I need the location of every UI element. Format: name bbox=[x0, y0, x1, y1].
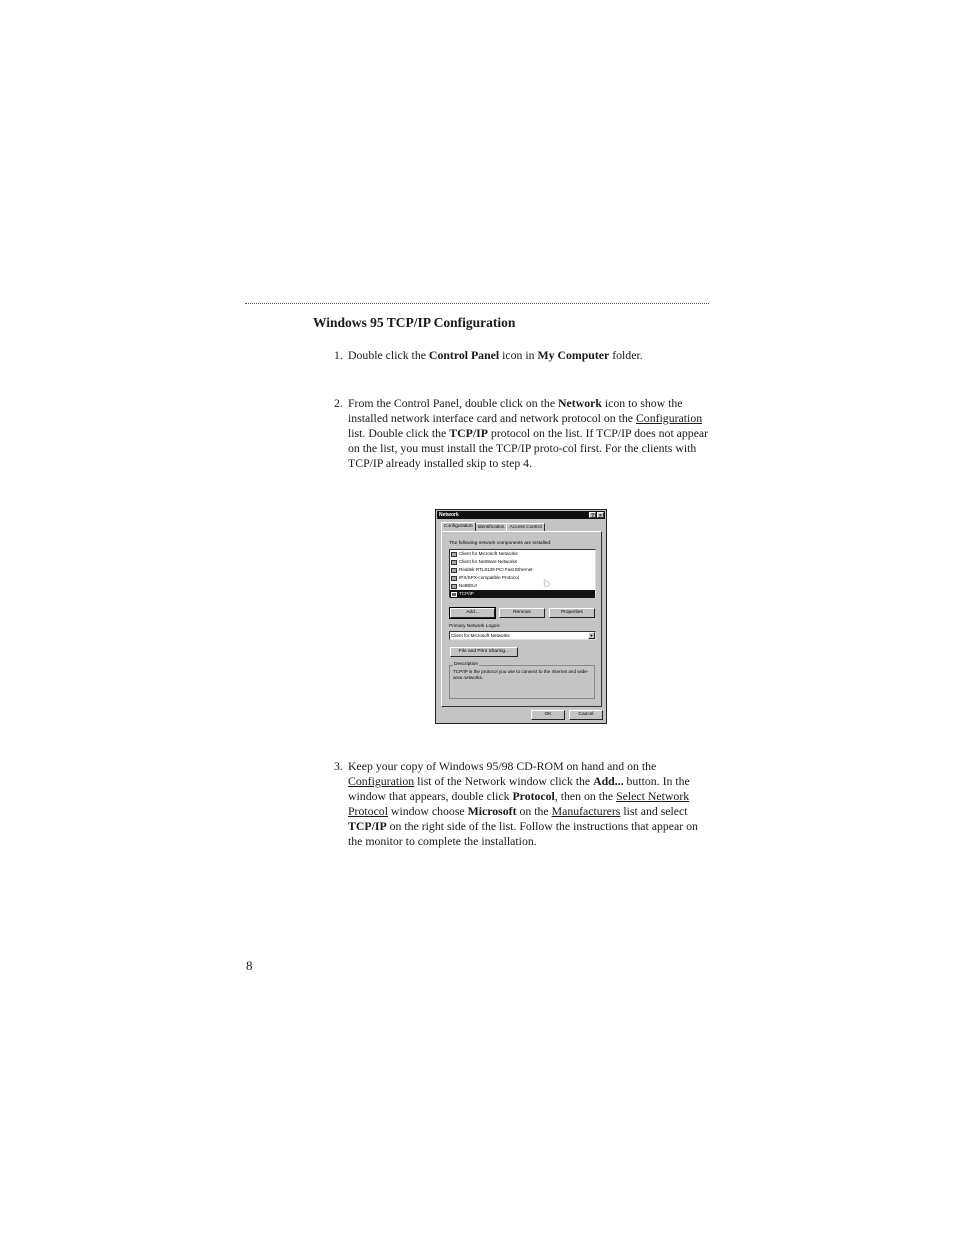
protocol-icon bbox=[451, 592, 457, 597]
network-dialog-screenshot bbox=[435, 509, 607, 724]
dialog-titlebar bbox=[437, 511, 605, 519]
step-2 bbox=[334, 396, 712, 471]
help-icon[interactable]: ? bbox=[590, 513, 595, 519]
step-text: From the Control Panel, double click on the Network icon to show the installed network interface card and network protocol on the Configuration list. Double click the TCP/IP protocol on the list. If TCP/IP does not appear on the list, you must install the TCP/IP proto-col first. For the clients with TCP/IP already installed skip to step 4. bbox=[348, 396, 709, 470]
tab-configuration[interactable]: Configuration bbox=[441, 522, 476, 532]
description-label: Description bbox=[454, 662, 478, 667]
chevron-down-icon[interactable]: ▼ bbox=[589, 633, 594, 638]
step-text: Double click the Control Panel icon in My Computer folder. bbox=[348, 348, 643, 362]
step-number: 1. bbox=[334, 348, 343, 362]
step-number: 2. bbox=[334, 396, 343, 410]
step-3 bbox=[334, 759, 712, 849]
tab-access-control[interactable]: Access Control bbox=[506, 523, 544, 532]
section-heading: Windows 95 TCP/IP Configuration bbox=[313, 315, 516, 330]
list-item[interactable]: Client for NetWare Networks bbox=[450, 558, 595, 566]
client-icon bbox=[451, 552, 457, 557]
tab-identification[interactable]: Identification bbox=[475, 523, 508, 532]
protocol-icon bbox=[451, 576, 457, 581]
description-text: TCP/IP is the protocol you use to connect to the Internet and wide-area networks. bbox=[453, 669, 589, 680]
list-item[interactable]: Realtek RTL8139 PCI Fast Ethernet bbox=[450, 566, 595, 574]
file-print-sharing-button[interactable]: File and Print Sharing... bbox=[450, 647, 518, 657]
add-button[interactable]: Add... bbox=[450, 608, 495, 618]
list-item[interactable]: IPX/SPX-compatible Protocol bbox=[450, 574, 595, 582]
ok-button[interactable]: OK bbox=[531, 710, 565, 720]
logon-value: Client for Microsoft Networks bbox=[451, 633, 510, 638]
dialog-title: Network bbox=[439, 512, 459, 518]
step-1 bbox=[334, 348, 712, 363]
primary-logon-select[interactable] bbox=[449, 631, 596, 640]
client-icon bbox=[451, 560, 457, 565]
properties-button[interactable]: Properties bbox=[549, 608, 595, 618]
components-label: The following network components are installed: bbox=[449, 541, 552, 546]
step-number: 3. bbox=[334, 759, 343, 773]
network-card-icon bbox=[451, 568, 457, 573]
list-item-selected[interactable]: TCP/IP bbox=[450, 590, 595, 598]
close-icon[interactable]: × bbox=[597, 512, 604, 518]
remove-button[interactable]: Remove bbox=[499, 608, 545, 618]
components-list[interactable] bbox=[449, 549, 596, 598]
logon-label: Primary Network Logon: bbox=[449, 624, 501, 629]
page-number: 8 bbox=[246, 958, 253, 973]
list-item[interactable]: NetBEUI bbox=[450, 582, 595, 590]
cancel-button[interactable]: Cancel bbox=[569, 710, 603, 720]
step-text: Keep your copy of Windows 95/98 CD-ROM on hand and on the Configuration list of the Network window click the Add... button. In the window that appears, double click Protocol, then on the Select Network Protocol window choose Microsoft on the Manufacturers list and select TCP/IP on the right side of the list. Follow the instructions that appear on the monitor to complete the installation. bbox=[348, 759, 698, 848]
protocol-icon bbox=[451, 584, 457, 589]
dotted-rule bbox=[245, 303, 709, 304]
list-item[interactable]: Client for Microsoft Networks bbox=[450, 550, 595, 558]
